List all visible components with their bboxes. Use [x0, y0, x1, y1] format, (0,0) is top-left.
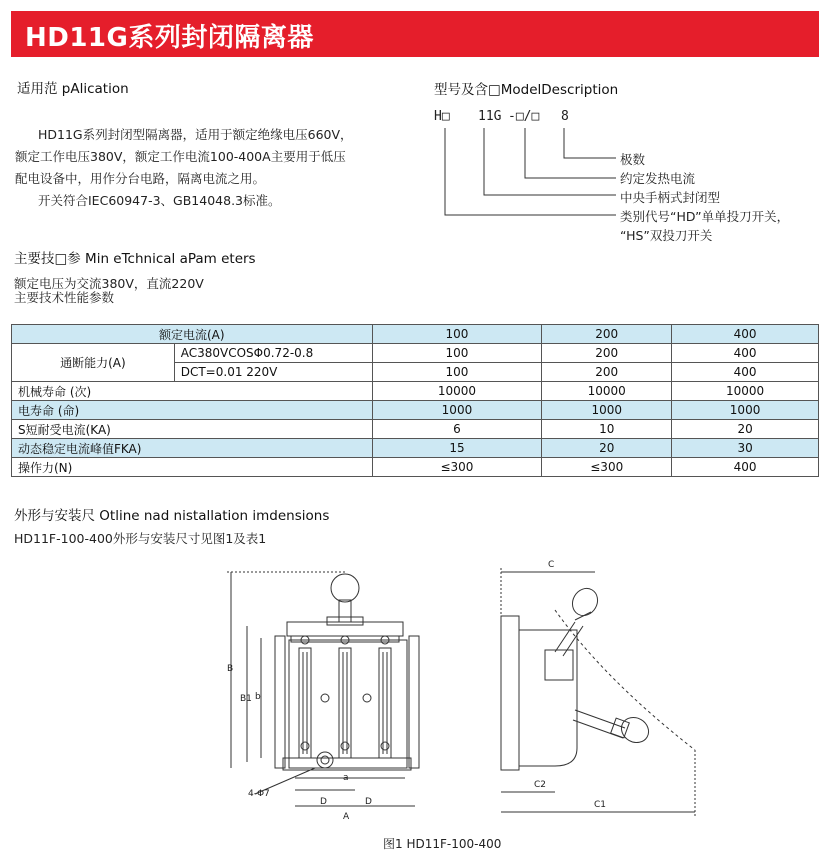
table-cell: 操作力(N)	[12, 458, 373, 477]
dim-c: C	[548, 560, 555, 570]
table-row	[12, 401, 819, 420]
table-cell: 1000	[372, 401, 542, 420]
table-row	[12, 420, 819, 439]
table-cell: 15	[372, 439, 542, 458]
application-para-2: 额定工作电压380V，额定工作电流100-400A主要用于低压	[15, 149, 346, 164]
model-label-poles: 极数	[620, 152, 646, 167]
title-banner	[11, 11, 819, 57]
table-row	[12, 458, 819, 477]
table-cell: 动态稳定电流峰值FKA)	[12, 439, 373, 458]
table-cell: DCT=0.01 220V	[174, 363, 372, 382]
dim-d-right: D	[365, 797, 372, 807]
table-cell: 200	[542, 344, 672, 363]
table-cell: 400	[672, 458, 819, 477]
technical-heading: 主要技□参 Min eTchnical aPam eters	[14, 251, 256, 267]
model-label-type: 中央手柄式封闭型	[620, 190, 721, 205]
model-label-category: 类别代号“HD”单单投刀开关，	[620, 209, 790, 224]
model-label-category-2: “HS”双投刀开关	[620, 228, 713, 243]
table-cell: 1000	[542, 401, 672, 420]
outline-heading: 外形与安装尺 Otline nad nistallation imdensions	[14, 508, 330, 524]
table-cell: 100	[372, 344, 542, 363]
spec-table	[11, 324, 819, 477]
dim-holes: 4-Φ7	[248, 789, 270, 799]
dim-a-upper: A	[343, 812, 350, 822]
table-cell: 额定电流(A)	[12, 325, 373, 344]
model-code-h: H□	[434, 109, 450, 124]
table-cell: 电寿命 (命)	[12, 401, 373, 420]
table-cell: ≤300	[542, 458, 672, 477]
application-heading: 适用范 pAlication	[17, 81, 129, 97]
dim-b1: B1	[240, 694, 252, 704]
figure-caption: 图1 HD11F-100-400	[383, 837, 502, 851]
outline-subtitle: HD11F-100-400外形与安装尺寸见图1及表1	[14, 531, 267, 546]
table-cell: 100	[372, 325, 542, 344]
table-cell: 10000	[372, 382, 542, 401]
side-view-drawing	[495, 560, 715, 824]
table-cell: 通断能力(A)	[12, 344, 175, 382]
table-cell: S短耐受电流(KA)	[12, 420, 373, 439]
table-row	[12, 439, 819, 458]
technical-line-2: 主要技术性能参数	[14, 290, 115, 305]
model-code-current: -□/□	[508, 109, 540, 124]
table-cell: 30	[672, 439, 819, 458]
table-cell: 20	[542, 439, 672, 458]
table-row	[12, 382, 819, 401]
table-cell: 200	[542, 325, 672, 344]
application-para-1: HD11G系列封闭型隔离器，适用于额定绝缘电压660V，	[38, 127, 353, 142]
technical-line-1: 额定电压为交流380V，直流220V	[14, 276, 204, 291]
table-header-row	[12, 325, 819, 344]
front-view-drawing	[215, 562, 425, 824]
dim-b-upper: B	[227, 664, 234, 674]
table-cell: 200	[542, 363, 672, 382]
table-cell: 100	[372, 363, 542, 382]
model-code-poles: 8	[561, 109, 569, 124]
table-cell: 20	[672, 420, 819, 439]
model-leader-lines	[430, 126, 630, 226]
application-para-4: 开关符合IEC60947-3、GB14048.3标准。	[38, 193, 281, 208]
application-para-3: 配电设备中，用作分台电路，隔离电流之用。	[15, 171, 266, 186]
table-cell: 400	[672, 363, 819, 382]
table-cell: 400	[672, 344, 819, 363]
dim-a-lower: a	[343, 773, 349, 783]
table-cell: 400	[672, 325, 819, 344]
table-cell: 6	[372, 420, 542, 439]
table-row	[12, 344, 819, 363]
dim-b-lower: b	[255, 692, 261, 702]
dim-d-left: D	[320, 797, 327, 807]
table-cell: 10000	[672, 382, 819, 401]
table-cell: 机械寿命 (次)	[12, 382, 373, 401]
page-title: HD11G系列封闭隔离器	[25, 23, 314, 53]
table-cell: ≤300	[372, 458, 542, 477]
table-cell: 10000	[542, 382, 672, 401]
table-cell: AC380VCOSΦ0.72-0.8	[174, 344, 372, 363]
model-code-11g: 11G	[478, 109, 502, 124]
model-label-current: 约定发热电流	[620, 171, 696, 186]
dim-c1: C1	[594, 800, 607, 810]
model-heading: 型号及含□ModelDescription	[434, 82, 619, 98]
table-cell: 1000	[672, 401, 819, 420]
dim-c2: C2	[534, 780, 547, 790]
table-cell: 10	[542, 420, 672, 439]
